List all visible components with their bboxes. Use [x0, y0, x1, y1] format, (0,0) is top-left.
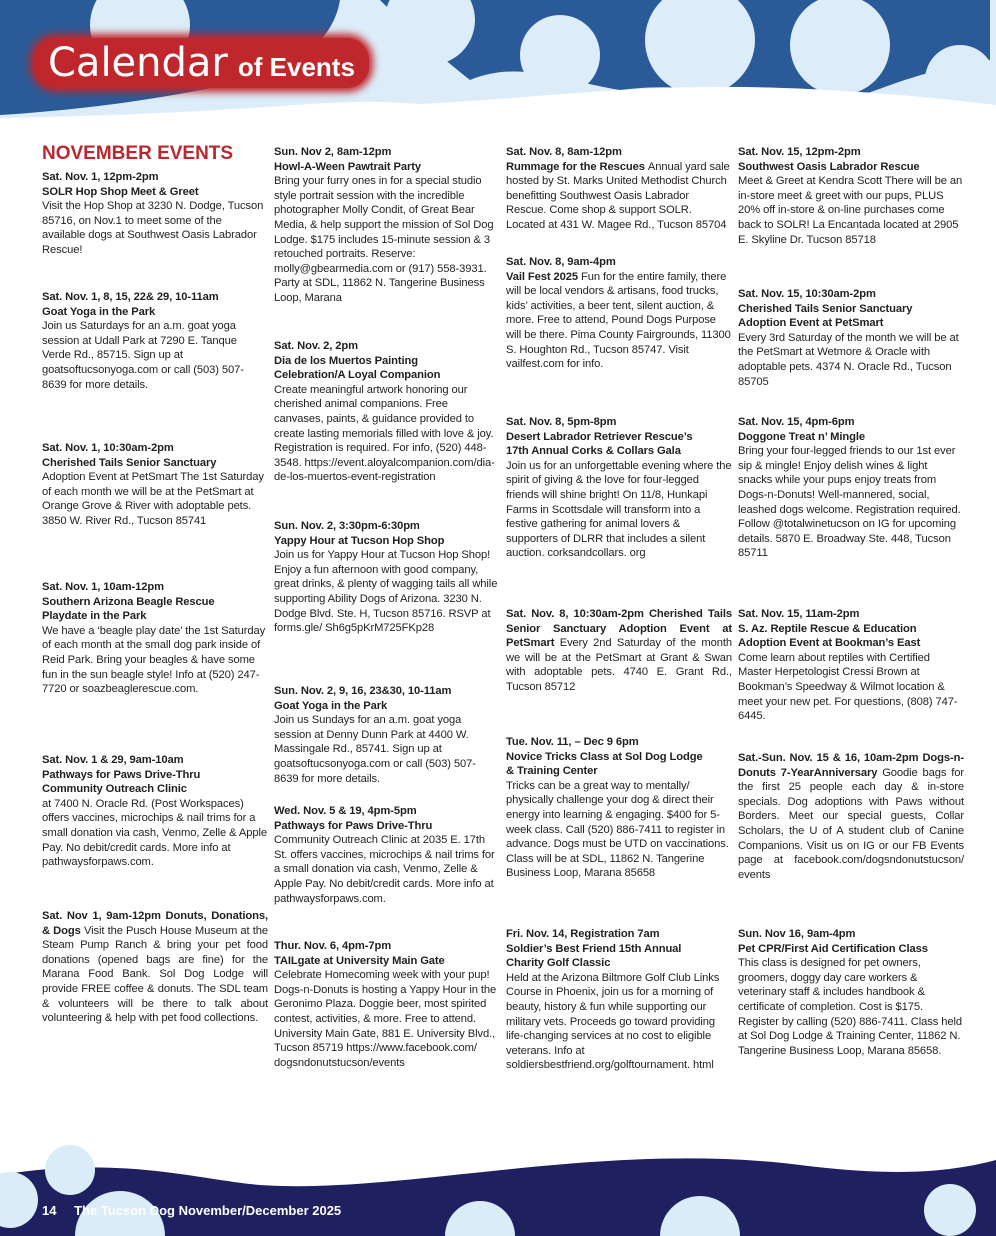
event-description: Join us Saturdays for an a.m. goat yoga session at Udall Park at 7290 E. Tanque Verde Rd., 85715. Sign up at goatsoftucsonyoga.com or call (503) 507-8639 for more details. [42, 320, 244, 391]
event-description: Visit the Pusch House Museum at the Steam Pump Ranch & bring your pet food donations (opened bags are fine) for the Marana Food Bank. Sol Dog Lodge will provide FREE coffee & donuts. The SDL team & volunteers will be there to talk about volunteering & help with pet food collections. [42, 924, 268, 1025]
event-listing [738, 145, 964, 247]
event-listing [738, 751, 964, 882]
event-listing [738, 607, 964, 724]
event-heading: Sat. Nov. 8, 10:30am-2pm Cherished Tails Senior Sanctuary Adoption Event at PetSmart [506, 608, 732, 650]
event-heading: Fri. Nov. 14, Registration 7am [506, 928, 660, 940]
event-title: Pathways for Paws Drive-Thru [42, 768, 201, 781]
event-heading: Sat. Nov. 8, 5pm-8pm [506, 416, 617, 428]
footer-winter-banner [0, 1140, 996, 1236]
event-heading: Sat. Nov. 1, 12pm-2pm [42, 171, 159, 183]
event-title: Dia de los Muertos Painting [274, 354, 418, 367]
event-title: & Training Center [506, 765, 598, 778]
event-title: Community Outreach Clinic [42, 783, 187, 796]
event-description: Join us for Yappy Hour at Tucson Hop Shop! Enjoy a fun afternoon with good company, great drinks, & plenty of wagging tails all while supporting Ability Dogs of Arizona. 3230 N. Dodge Blvd. Ste. H, Tucson 85716. RSVP at forms.gle/ Sh6g5pKrM725FKp28 [274, 549, 498, 635]
event-listing [738, 287, 964, 389]
event-heading: Sat. Nov. 2, 2pm [274, 340, 358, 352]
event-title: Pathways for Paws Drive-Thru [274, 819, 433, 832]
event-title: Soldier’s Best Friend 15th Annual [506, 942, 682, 955]
event-description: Tricks can be a great way to mentally/ physically challenge your dog & direct their energy into learning & engaging. $400 for 5-week class. Call (520) 886-7411 to register in advance. Dogs must be UTD on vaccinations. Class will be at SDL, 11862 N. Tangerine Business Loop, Marana 85658 [506, 779, 729, 880]
event-description: Held at the Arizona Biltmore Golf Club Links Course in Phoenix, join us for a morning of beauty, history & fun while supporting our military vets. Proceeds go toward providing life-changing services at no cost to eligible veterans. Info at soldiersbestfriend.org/golftournament. html [506, 971, 720, 1072]
event-description: Bring your four-legged friends to our 1st ever sip & mingle! Enjoy delish wines & light snacks while your pups enjoy treats from Dogs-n-Donuts! Well-mannered, social, leashed dogs welcome. Registration required. Follow @totalwinetucson on IG for upcoming details. 5870 E. Broadway Ste. 448, Tucson 85711 [738, 445, 961, 560]
event-listing [506, 927, 732, 1073]
event-description: at 7400 N. Oracle Rd. (Post Workspaces) offers vaccines, microchips & nail trims for a small donation via cash, Venmo, Zelle & Apple Pay. No debit/credit cards. More info at pathwaysforpaws.com. [42, 797, 267, 869]
event-title: Howl-A-Ween Pawtrait Party [274, 160, 422, 173]
event-description: Every 2nd Saturday of the month we will be at the PetSmart at Grant & Swan with adoptable pets. 4740 E. Grant Rd., Tucson 85712 [506, 637, 732, 693]
event-description: Goodie bags for the first 25 people each day & in-store specials. Dog adoptions with Paws without Borders. Meet our special guests, Collar Scholars, the U of A student club of Canine Companions. Visit us on IG or our FB Events page at facebook.com/dogsndonutstucson/ events [738, 766, 964, 881]
event-title: Yappy Hour at Tucson Hop Shop [274, 534, 445, 547]
event-listing [274, 339, 500, 485]
event-listing [42, 290, 268, 392]
event-title: Adoption Event at Bookman’s East [738, 637, 921, 650]
event-listing [42, 909, 268, 1026]
event-description: Create meaningful artwork honoring our cherished animal companions. Free canvases, paints, & guidance provided to create lasting memorials filled with love & joy. Registration is required. For info, (520) 448-3548. https://event.aloyalcompanion.com/dia-de-los-muertos-event-registration [274, 383, 495, 484]
event-title: Goat Yoga in the Park [42, 305, 156, 318]
event-heading: Sun. Nov. 2, 9, 16, 23&30, 10-11am [274, 685, 452, 697]
event-heading: Sat. Nov. 1, 10am-12pm [42, 581, 164, 593]
event-listing [274, 519, 500, 636]
event-title: Goat Yoga in the Park [274, 699, 388, 712]
event-title: SOLR Hop Shop Meet & Greet [42, 185, 199, 198]
event-listing [274, 804, 500, 906]
event-listing [738, 415, 964, 561]
event-heading: Sat.-Sun. Nov. 15 & 16, 10am-2pm Dogs-n-Donuts 7-YearAnniversary [738, 752, 964, 779]
event-title: Cherished Tails Senior Sanctuary [738, 302, 913, 315]
event-title: Doggone Treat n’ Mingle [738, 430, 865, 443]
event-listing [274, 684, 500, 786]
event-description: Fun for the entire family, there will be local vendors & artisans, food trucks, kids’ activities, a beer tent, silent auction, & more. Free to attend, Pound Dogs Purpose will be there. Pima County Fairgrounds, 11300 S. Houghton Rd., Tucson 85747. Visit vailfest.com for info. [506, 270, 731, 371]
event-description: Community Outreach Clinic at 2035 E. 17th St. offers vaccines, microchips & nail trims for a small donation via cash, Venmo, Zelle & Apple Pay. No debit/credit cards. More info at pathwaysforpaws.com. [274, 834, 495, 905]
event-heading: Sat. Nov. 15, 12pm-2pm [738, 146, 861, 158]
event-description: This class is designed for pet owners, groomers, doggy day care workers & veterinary staff & includes handbook & certificate of completion. Cost is $175. Register by calling (520) 886-7411. Class held at Sol Dog Lodge & Training Center, 11862 N. Tangerine Business Loop, Marana 85658. [738, 957, 963, 1057]
event-listing [274, 939, 500, 1070]
event-listing [506, 735, 732, 881]
event-title: Desert Labrador Retriever Rescue’s [506, 430, 693, 443]
event-title: 17th Annual Corks & Collars Gala [506, 445, 681, 458]
event-title: Southern Arizona Beagle Rescue [42, 595, 215, 608]
title-of-events: of Events [237, 52, 355, 82]
event-heading: Sat. Nov. 15, 11am-2pm [738, 608, 860, 620]
event-description: Bring your furry ones in for a special studio style portrait session with the incredible photographer Molly Condit, of Great Bear Media, & help support the mission of Sol Dog Lodge. $175 includes 15-minute session & 3 retouched portraits. Reserve: molly@gbearmedia.com or (917) 558-3931. Party at SDL, 11862 N. Tangerine Business Loop, Marana [274, 175, 494, 304]
event-heading: Wed. Nov. 5 & 19, 4pm-5pm [274, 805, 417, 817]
event-listing [506, 255, 732, 372]
footer-text [42, 1203, 355, 1219]
event-listing [506, 607, 732, 695]
event-title: Southwest Oasis Labrador Rescue [738, 160, 920, 173]
event-title: TAILgate at University Main Gate [274, 954, 445, 967]
event-description: Annual yard sale hosted by St. Marks United Methodist Church benefitting Southwest Oasis Labrador Rescue. Come shop & support SOLR. Located at 431 W. Magee Rd., Tucson 85704 [506, 160, 730, 231]
event-description: Adoption Event at PetSmart The 1st Saturday of each month we will be at the PetSmart at Orange Grove & River with adoptable pets. 3850 W. River Rd., Tucson 85741 [42, 471, 264, 527]
event-description: Visit the Hop Shop at 3230 N. Dodge, Tucson 85716, on Nov.1 to meet some of the available dogs at Southwest Oasis Labrador Rescue! [42, 200, 264, 256]
event-title: Adoption Event at PetSmart [738, 317, 884, 330]
event-description: Come learn about reptiles with Certified Master Herpetologist Cressi Brown at Bookman’s Speedway & Wilmot location & meet your new pet. For questions, (808) 747-6445. [738, 651, 958, 723]
event-description: Join us Sundays for an a.m. goat yoga session at Denny Dunn Park at 4400 W. Massingale Rd., 85741. Sign up at goatsoftucsonyoga.com or call (503) 507-8639 for more details. [274, 714, 476, 785]
event-description: Celebrate Homecoming week with your pup! Dogs-n-Donuts is hosting a Yappy Hour in the Geronimo Plaza. Doggie beer, most spirited contest, activities, & more. Free to attend. University Main Gate, 881 E. University Blvd., Tucson 85719 https://www.facebook.com/ dogsndonutstucson/events [274, 969, 497, 1069]
event-description: We have a ‘beagle play date’ the 1st Saturday of each month at the small dog park inside of Reid Park. Bring your beagles & have some fun in the sun beagle style! Info at (520) 247-7720 or soazbeaglerescue.com. [42, 624, 266, 696]
event-listing [42, 170, 268, 258]
event-heading: Sun. Nov 2, 8am-12pm [274, 146, 392, 158]
event-title: Charity Golf Classic [506, 957, 611, 970]
title-calendar: Calendar [48, 40, 228, 86]
event-description: Meet & Greet at Kendra Scott There will be an in-store meet & greet with our pups, PLUS 20% off in-store & on-line purchases come back to SOLR! La Encantada located at 2905 E. Skyline Dr. Tucson 85718 [738, 175, 963, 246]
event-title: Novice Tricks Class at Sol Dog Lodge [506, 750, 703, 763]
event-heading: Sat. Nov. 1, 10:30am-2pm [42, 442, 174, 454]
event-listing [506, 145, 732, 233]
event-heading: Sat. Nov. 15, 4pm-6pm [738, 416, 855, 428]
event-heading: Sat. Nov. 8, 9am-4pm [506, 256, 616, 268]
event-heading: Sat. Nov. 1 & 29, 9am-10am [42, 754, 184, 766]
event-listing [738, 927, 964, 1058]
event-listing [274, 145, 500, 306]
event-listing [42, 441, 268, 529]
event-heading: Tue. Nov. 11, – Dec 9 6pm [506, 736, 639, 748]
event-heading: Sat. Nov. 15, 10:30am-2pm [738, 288, 876, 300]
event-description: Every 3rd Saturday of the month we will be at the PetSmart at Wetmore & Oracle with adoptable pets. 4374 N. Oracle Rd., Tucson 85705 [738, 331, 959, 388]
event-title: Vail Fest 2025 [506, 270, 581, 283]
event-title: Rummage for the Rescues [506, 160, 648, 173]
publication-name: The Tucson Dog November/December 2025 [74, 1203, 342, 1218]
event-listing [42, 753, 268, 870]
page-number: 14 [42, 1203, 57, 1218]
event-title: Pet CPR/First Aid Certification Class [738, 942, 928, 955]
event-heading: Sun. Nov 16, 9am-4pm [738, 928, 856, 940]
event-heading: Sat. Nov 1, 9am-12pm Donuts, Donations, & Dogs [42, 910, 268, 937]
calendar-title [34, 38, 369, 88]
event-heading: Sun. Nov. 2, 3:30pm-6:30pm [274, 520, 420, 532]
event-title: Cherished Tails Senior Sanctuary [42, 456, 217, 469]
section-title: NOVEMBER EVENTS [42, 143, 234, 164]
event-heading: Sat. Nov. 1, 8, 15, 22& 29, 10-11am [42, 291, 219, 303]
event-heading: Thur. Nov. 6, 4pm-7pm [274, 940, 392, 952]
event-title: Celebration/A Loyal Companion [274, 369, 441, 382]
event-title: Playdate in the Park [42, 610, 147, 623]
event-title: S. Az. Reptile Rescue & Education [738, 622, 917, 635]
event-heading: Sat. Nov. 8, 8am-12pm [506, 146, 622, 158]
event-listing [506, 415, 732, 561]
event-description: Join us for an unforgettable evening where the spirit of giving & the love for four-legged friends will shine bright! On 11/8, Hunkapi Farms in Scottsdale will transform into a festive gathering for animal lovers & supporters of DLRR that includes a silent auction. corksandcollars. org [506, 459, 732, 560]
event-listing [42, 580, 268, 697]
